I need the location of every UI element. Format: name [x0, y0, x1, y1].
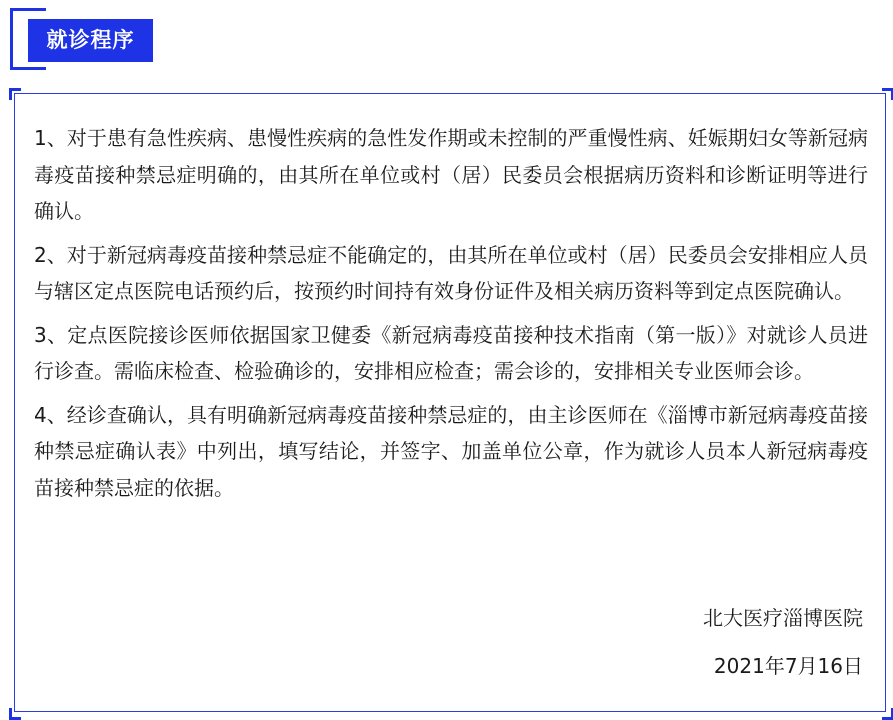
procedure-step-4: 4、经诊查确认，具有明确新冠病毒疫苗接种禁忌症的，由主诊医师在《淄博市新冠病毒疫苗接种禁忌症确认表》中列出，填写结论，并签字、加盖单位公章，作为就诊人员本人新冠病毒疫苗接种禁忌症的依据。 [34, 402, 868, 500]
frame-corner-bottom-left [9, 708, 21, 720]
procedure-step-3: 3、定点医院接诊医师依据国家卫健委《新冠病毒疫苗接种技术指南（第一版）》对就诊人员进行诊查。需临床检查、检验确诊的，安排相应检查；需会诊的，安排相关专业医师会诊。 [34, 322, 868, 383]
page-title: 就诊程序 [28, 19, 153, 62]
signature-organization: 北大医疗淄博医院 [703, 606, 863, 630]
procedure-list [34, 120, 868, 513]
frame-corner-bottom-right [882, 708, 893, 720]
procedure-step-1: 1、对于患有急性疾病、患慢性疾病的急性发作期或未控制的严重慢性病、妊娠期妇女等新冠病毒疫苗接种禁忌症明确的，由其所在单位或村（居）民委员会根据病历资料和诊断证明等进行确认。 [34, 126, 868, 223]
frame-corner-top-left [9, 88, 21, 100]
frame-corner-top-right [882, 88, 893, 100]
signature-date: 2021年7月16日 [713, 654, 863, 678]
procedure-step-2: 2、对于新冠病毒疫苗接种禁忌症不能确定的，由其所在单位或村（居）民委员会安排相应人员与辖区定点医院电话预约后，按预约时间持有效身份证件及相关病历资料等到定点医院确认。 [34, 242, 868, 303]
